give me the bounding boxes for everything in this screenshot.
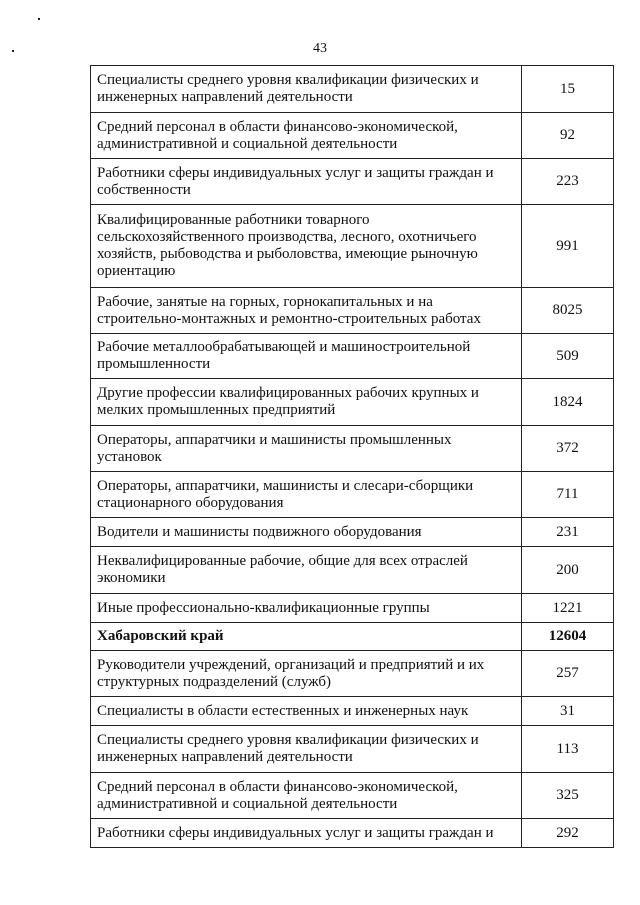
- occupation-count: 1221: [522, 594, 614, 623]
- occupation-count: 1824: [522, 379, 614, 426]
- table-row: [91, 819, 614, 848]
- occupation-name: Работники сферы индивидуальных услуг и защиты граждан и: [91, 819, 522, 848]
- table-row: [91, 205, 614, 288]
- occupation-count: 325: [522, 773, 614, 819]
- occupation-name: Работники сферы индивидуальных услуг и защиты граждан и собственности: [91, 159, 522, 205]
- table-row: [91, 518, 614, 547]
- occupation-count: 257: [522, 651, 614, 697]
- table-row: [91, 159, 614, 205]
- table-row: [91, 334, 614, 379]
- occupation-count: 509: [522, 334, 614, 379]
- occupation-name: Другие профессии квалифицированных рабочих крупных и мелких промышленных предприятий: [91, 379, 522, 426]
- table-row: [91, 113, 614, 159]
- occupation-name: Операторы, аппаратчики, машинисты и слесари-сборщики стационарного оборудования: [91, 472, 522, 518]
- scan-speck: [38, 18, 40, 20]
- occupation-name: Специалисты среднего уровня квалификации физических и инженерных направлений деятельности: [91, 66, 522, 113]
- table-row: [91, 651, 614, 697]
- occupation-name: Средний персонал в области финансово-экономической, административной и социальной деятельности: [91, 773, 522, 819]
- occupation-count: 200: [522, 547, 614, 594]
- occupation-count: 223: [522, 159, 614, 205]
- region-row: [91, 623, 614, 651]
- occupation-count: 15: [522, 66, 614, 113]
- region-name: Хабаровский край: [91, 623, 522, 651]
- table-row: [91, 773, 614, 819]
- table-row: [91, 547, 614, 594]
- table-row: [91, 66, 614, 113]
- occupation-table: [90, 65, 614, 848]
- occupation-count: 991: [522, 205, 614, 288]
- occupation-name: Специалисты в области естественных и инженерных наук: [91, 697, 522, 726]
- occupation-name: Рабочие, занятые на горных, горнокапитальных и на строительно-монтажных и ремонтно-строительных работах: [91, 288, 522, 334]
- occupation-name: Специалисты среднего уровня квалификации физических и инженерных направлений деятельности: [91, 726, 522, 773]
- occupation-count: 372: [522, 426, 614, 472]
- table-row: [91, 594, 614, 623]
- occupation-name: Руководители учреждений, организаций и предприятий и их структурных подразделений (служб): [91, 651, 522, 697]
- table-row: [91, 726, 614, 773]
- page-number: 43: [313, 41, 327, 56]
- occupation-name: Квалифицированные работники товарного сельскохозяйственного производства, лесного, охотничьего хозяйств, рыбоводства и рыболовства, имеющие рыночную ориентацию: [91, 205, 522, 288]
- table-row: [91, 426, 614, 472]
- region-total: 12604: [522, 623, 614, 651]
- table-row: [91, 697, 614, 726]
- occupation-count: 92: [522, 113, 614, 159]
- occupation-count: 8025: [522, 288, 614, 334]
- occupation-name: Рабочие металлообрабатывающей и машиностроительной промышленности: [91, 334, 522, 379]
- occupation-name: Средний персонал в области финансово-экономической, административной и социальной деятельности: [91, 113, 522, 159]
- occupation-name: Операторы, аппаратчики и машинисты промышленных установок: [91, 426, 522, 472]
- occupation-name: Водители и машинисты подвижного оборудования: [91, 518, 522, 547]
- table-row: [91, 472, 614, 518]
- occupation-count: 31: [522, 697, 614, 726]
- occupation-count: 292: [522, 819, 614, 848]
- occupation-count: 711: [522, 472, 614, 518]
- occupation-count: 231: [522, 518, 614, 547]
- table-row: [91, 379, 614, 426]
- table-row: [91, 288, 614, 334]
- occupation-name: Неквалифицированные рабочие, общие для всех отраслей экономики: [91, 547, 522, 594]
- occupation-name: Иные профессионально-квалификационные группы: [91, 594, 522, 623]
- occupation-count: 113: [522, 726, 614, 773]
